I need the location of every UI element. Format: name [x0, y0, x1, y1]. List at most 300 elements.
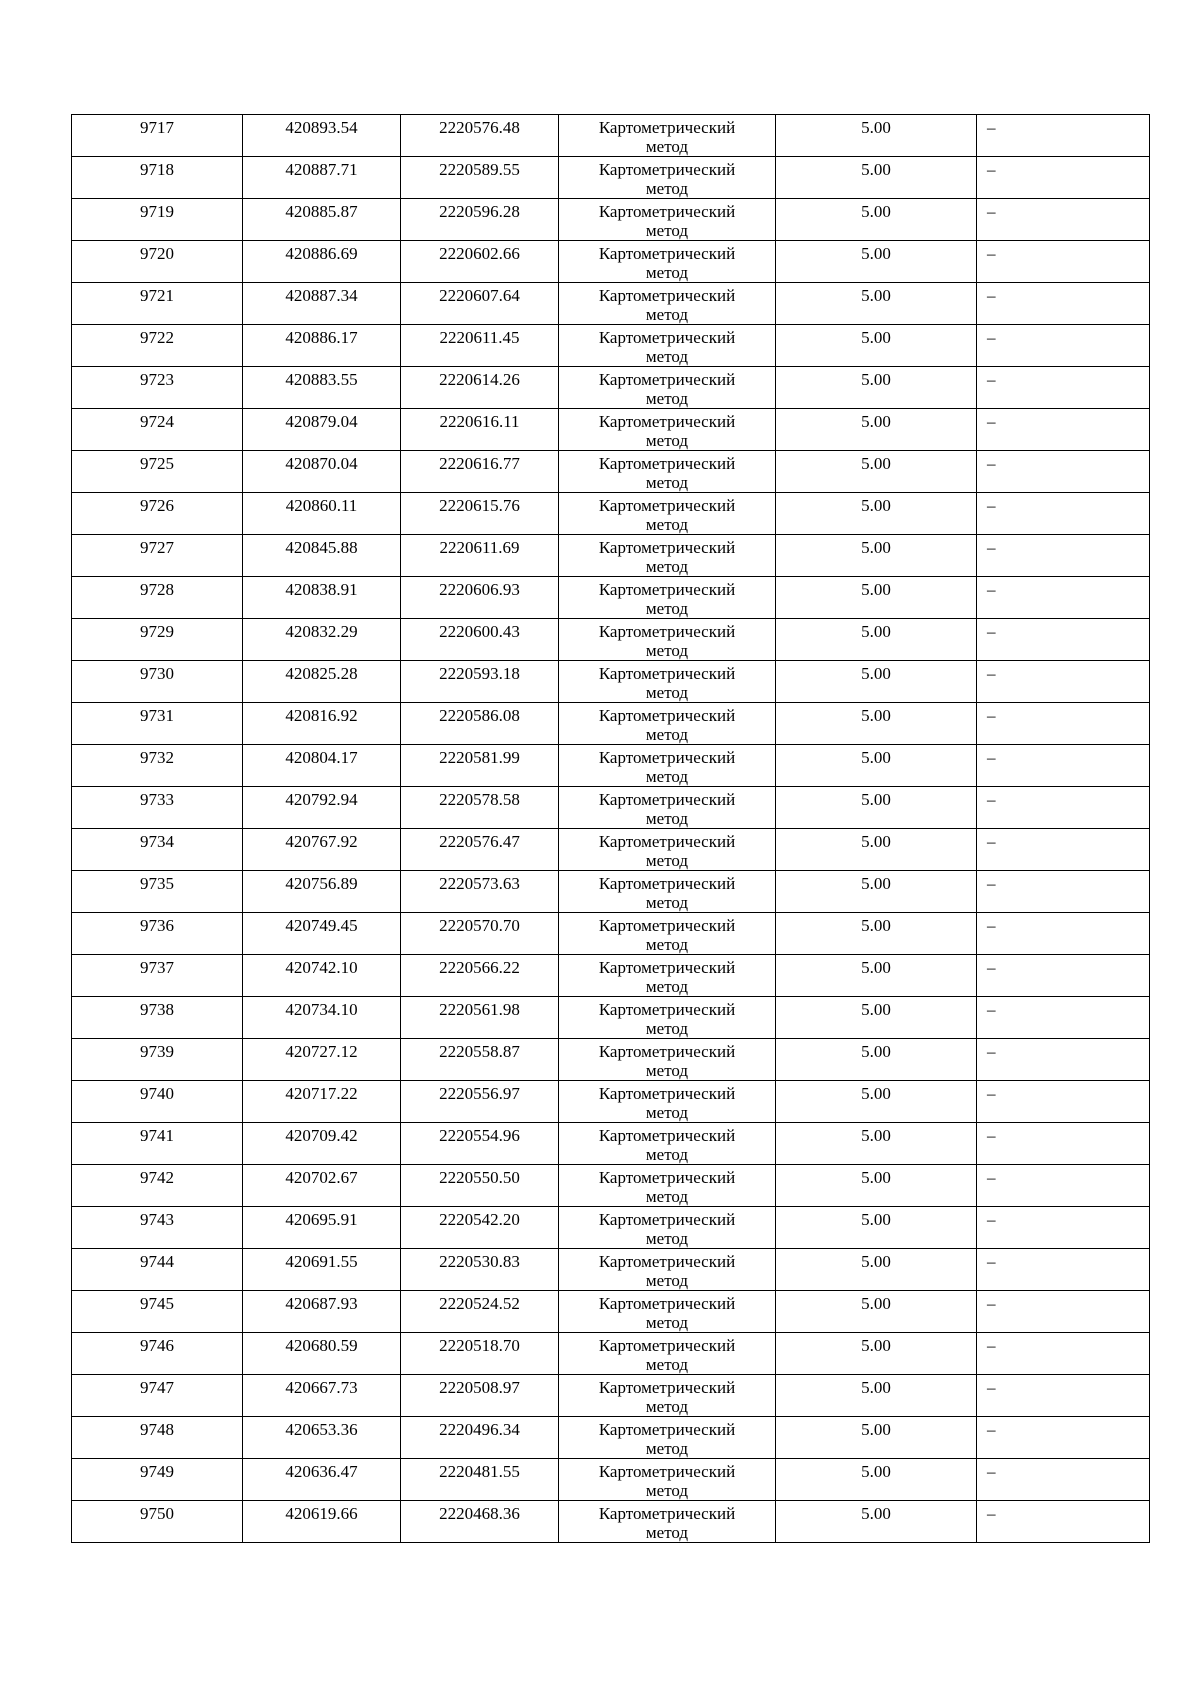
table-row [72, 1249, 1150, 1291]
point-number-text: 9746 [140, 1336, 174, 1355]
method-line-2: метод [645, 347, 689, 366]
x-coordinate-text: 420702.67 [285, 1168, 358, 1187]
method-line-1: Картометрический [598, 874, 736, 893]
table-row [72, 1333, 1150, 1375]
accuracy-text: 5.00 [861, 328, 891, 347]
x-coordinate-cell [243, 1249, 401, 1291]
method-line-2: метод [645, 1145, 689, 1164]
method-cell [559, 535, 776, 577]
y-coordinate-cell [401, 157, 559, 199]
accuracy-cell [776, 367, 977, 409]
method-line-1: Картометрический [598, 1084, 736, 1103]
point-number-text: 9729 [140, 622, 174, 641]
x-coordinate-text: 420653.36 [285, 1420, 358, 1439]
table-row [72, 913, 1150, 955]
table-row [72, 1123, 1150, 1165]
note-cell [977, 1039, 1150, 1081]
accuracy-text: 5.00 [861, 1462, 891, 1481]
method-line-2: метод [645, 1103, 689, 1122]
x-coordinate-text: 420695.91 [285, 1210, 358, 1229]
point-number-text: 9723 [140, 370, 174, 389]
point-number-cell [72, 829, 243, 871]
x-coordinate-text: 420886.69 [285, 244, 358, 263]
accuracy-text: 5.00 [861, 916, 891, 935]
y-coordinate-cell [401, 829, 559, 871]
table-row [72, 1291, 1150, 1333]
accuracy-cell [776, 241, 977, 283]
method-cell [559, 241, 776, 283]
method-text [559, 1459, 775, 1500]
table-row [72, 1207, 1150, 1249]
x-coordinate-text: 420838.91 [285, 580, 358, 599]
note-text: – [987, 286, 996, 305]
note-text: – [987, 496, 996, 515]
accuracy-text: 5.00 [861, 1210, 891, 1229]
method-line-2: метод [645, 1187, 689, 1206]
y-coordinate-cell [401, 745, 559, 787]
y-coordinate-cell [401, 283, 559, 325]
accuracy-text: 5.00 [861, 1420, 891, 1439]
method-line-1: Картометрический [598, 1336, 736, 1355]
point-number-text: 9733 [140, 790, 174, 809]
y-coordinate-text: 2220578.58 [439, 790, 520, 809]
point-number-text: 9724 [140, 412, 174, 431]
x-coordinate-text: 420709.42 [285, 1126, 358, 1145]
note-text: – [987, 1210, 996, 1229]
table-row [72, 325, 1150, 367]
y-coordinate-text: 2220554.96 [439, 1126, 520, 1145]
y-coordinate-text: 2220550.50 [439, 1168, 520, 1187]
table-row [72, 745, 1150, 787]
y-coordinate-cell [401, 115, 559, 157]
x-coordinate-cell [243, 661, 401, 703]
method-cell [559, 745, 776, 787]
method-cell [559, 115, 776, 157]
method-text [559, 493, 775, 534]
note-text: – [987, 1084, 996, 1103]
point-number-text: 9738 [140, 1000, 174, 1019]
method-line-2: метод [645, 1355, 689, 1374]
method-line-2: метод [645, 1523, 689, 1542]
x-coordinate-text: 420742.10 [285, 958, 358, 977]
y-coordinate-cell [401, 1039, 559, 1081]
accuracy-text: 5.00 [861, 118, 891, 137]
accuracy-cell [776, 619, 977, 661]
note-cell [977, 913, 1150, 955]
x-coordinate-cell [243, 1123, 401, 1165]
y-coordinate-cell [401, 1501, 559, 1543]
method-line-1: Картометрический [598, 1462, 736, 1481]
accuracy-cell [776, 787, 977, 829]
method-cell [559, 1207, 776, 1249]
note-cell [977, 1123, 1150, 1165]
accuracy-cell [776, 913, 977, 955]
x-coordinate-cell [243, 241, 401, 283]
x-coordinate-text: 420636.47 [285, 1462, 358, 1481]
y-coordinate-cell [401, 451, 559, 493]
method-line-2: метод [645, 179, 689, 198]
point-number-cell [72, 409, 243, 451]
note-cell [977, 997, 1150, 1039]
y-coordinate-text: 2220576.48 [439, 118, 520, 137]
point-number-cell [72, 787, 243, 829]
method-text [559, 535, 775, 576]
method-cell [559, 1165, 776, 1207]
y-coordinate-text: 2220616.11 [439, 412, 520, 431]
method-text [559, 1501, 775, 1542]
note-cell [977, 325, 1150, 367]
point-number-text: 9750 [140, 1504, 174, 1523]
table-row [72, 283, 1150, 325]
accuracy-text: 5.00 [861, 1126, 891, 1145]
note-text: – [987, 1252, 996, 1271]
point-number-text: 9747 [140, 1378, 174, 1397]
point-number-text: 9718 [140, 160, 174, 179]
point-number-text: 9739 [140, 1042, 174, 1061]
method-cell [559, 661, 776, 703]
accuracy-text: 5.00 [861, 454, 891, 473]
method-cell [559, 1417, 776, 1459]
x-coordinate-text: 420804.17 [285, 748, 358, 767]
note-cell [977, 283, 1150, 325]
note-cell [977, 1459, 1150, 1501]
y-coordinate-cell [401, 577, 559, 619]
method-cell [559, 409, 776, 451]
note-text: – [987, 160, 996, 179]
method-line-2: метод [645, 1061, 689, 1080]
method-line-2: метод [645, 599, 689, 618]
note-text: – [987, 412, 996, 431]
method-text [559, 1417, 775, 1458]
note-text: – [987, 1000, 996, 1019]
method-line-2: метод [645, 1313, 689, 1332]
point-number-text: 9728 [140, 580, 174, 599]
method-line-1: Картометрический [598, 748, 736, 767]
method-cell [559, 703, 776, 745]
y-coordinate-text: 2220524.52 [439, 1294, 520, 1313]
y-coordinate-text: 2220558.87 [439, 1042, 520, 1061]
point-number-cell [72, 1375, 243, 1417]
note-text: – [987, 118, 996, 137]
accuracy-cell [776, 1123, 977, 1165]
table-row [72, 661, 1150, 703]
y-coordinate-cell [401, 325, 559, 367]
y-coordinate-text: 2220561.98 [439, 1000, 520, 1019]
note-text: – [987, 1126, 996, 1145]
method-line-1: Картометрический [598, 1252, 736, 1271]
y-coordinate-cell [401, 787, 559, 829]
table-row [72, 1039, 1150, 1081]
y-coordinate-text: 2220607.64 [439, 286, 520, 305]
method-line-2: метод [645, 431, 689, 450]
method-line-1: Картометрический [598, 454, 736, 473]
note-text: – [987, 916, 996, 935]
x-coordinate-cell [243, 283, 401, 325]
point-number-text: 9734 [140, 832, 174, 851]
x-coordinate-cell [243, 409, 401, 451]
y-coordinate-cell [401, 997, 559, 1039]
point-number-cell [72, 1501, 243, 1543]
x-coordinate-cell [243, 367, 401, 409]
x-coordinate-cell [243, 787, 401, 829]
accuracy-cell [776, 1039, 977, 1081]
method-line-2: метод [645, 893, 689, 912]
accuracy-cell [776, 829, 977, 871]
table-row [72, 1375, 1150, 1417]
x-coordinate-text: 420619.66 [285, 1504, 358, 1523]
method-text [559, 871, 775, 912]
point-number-text: 9730 [140, 664, 174, 683]
accuracy-cell [776, 283, 977, 325]
y-coordinate-cell [401, 493, 559, 535]
method-line-2: метод [645, 1397, 689, 1416]
y-coordinate-cell [401, 1081, 559, 1123]
method-cell [559, 1039, 776, 1081]
method-text [559, 787, 775, 828]
accuracy-text: 5.00 [861, 244, 891, 263]
method-line-1: Картометрический [598, 1294, 736, 1313]
accuracy-cell [776, 997, 977, 1039]
table-row [72, 115, 1150, 157]
method-cell [559, 1501, 776, 1543]
table-row [72, 997, 1150, 1039]
note-cell [977, 241, 1150, 283]
y-coordinate-text: 2220542.20 [439, 1210, 520, 1229]
table-row [72, 241, 1150, 283]
accuracy-cell [776, 1501, 977, 1543]
method-line-2: метод [645, 137, 689, 156]
table-row [72, 1081, 1150, 1123]
accuracy-text: 5.00 [861, 496, 891, 515]
method-line-1: Картометрический [598, 664, 736, 683]
y-coordinate-cell [401, 199, 559, 241]
y-coordinate-text: 2220518.70 [439, 1336, 520, 1355]
note-cell [977, 157, 1150, 199]
table-row [72, 493, 1150, 535]
method-cell [559, 1375, 776, 1417]
point-number-text: 9744 [140, 1252, 174, 1271]
note-cell [977, 577, 1150, 619]
method-line-2: метод [645, 977, 689, 996]
method-cell [559, 283, 776, 325]
y-coordinate-text: 2220593.18 [439, 664, 520, 683]
note-cell [977, 1249, 1150, 1291]
method-line-2: метод [645, 725, 689, 744]
y-coordinate-text: 2220615.76 [439, 496, 520, 515]
method-cell [559, 367, 776, 409]
accuracy-cell [776, 199, 977, 241]
x-coordinate-text: 420767.92 [285, 832, 358, 851]
method-line-1: Картометрический [598, 412, 736, 431]
method-cell [559, 619, 776, 661]
x-coordinate-text: 420816.92 [285, 706, 358, 725]
accuracy-cell [776, 1249, 977, 1291]
method-line-2: метод [645, 515, 689, 534]
table-row [72, 157, 1150, 199]
x-coordinate-text: 420860.11 [285, 496, 358, 515]
x-coordinate-cell [243, 1459, 401, 1501]
x-coordinate-text: 420825.28 [285, 664, 358, 683]
note-text: – [987, 244, 996, 263]
accuracy-cell [776, 325, 977, 367]
y-coordinate-text: 2220496.34 [439, 1420, 520, 1439]
accuracy-text: 5.00 [861, 1042, 891, 1061]
point-number-text: 9721 [140, 286, 174, 305]
method-line-1: Картометрический [598, 1000, 736, 1019]
accuracy-text: 5.00 [861, 706, 891, 725]
note-text: – [987, 874, 996, 893]
method-line-1: Картометрический [598, 832, 736, 851]
method-text [559, 619, 775, 660]
note-text: – [987, 1042, 996, 1061]
method-text [559, 703, 775, 744]
note-text: – [987, 832, 996, 851]
x-coordinate-text: 420845.88 [285, 538, 358, 557]
method-line-1: Картометрический [598, 622, 736, 641]
accuracy-cell [776, 115, 977, 157]
table-row [72, 871, 1150, 913]
accuracy-cell [776, 703, 977, 745]
note-cell [977, 1375, 1150, 1417]
point-number-cell [72, 115, 243, 157]
method-line-1: Картометрический [598, 1504, 736, 1523]
note-text: – [987, 202, 996, 221]
method-cell [559, 997, 776, 1039]
method-line-2: метод [645, 1271, 689, 1290]
note-text: – [987, 1420, 996, 1439]
point-number-cell [72, 157, 243, 199]
point-number-text: 9725 [140, 454, 174, 473]
accuracy-cell [776, 535, 977, 577]
method-text [559, 1081, 775, 1122]
point-number-cell [72, 535, 243, 577]
x-coordinate-text: 420667.73 [285, 1378, 358, 1397]
accuracy-text: 5.00 [861, 412, 891, 431]
x-coordinate-text: 420691.55 [285, 1252, 358, 1271]
method-line-2: метод [645, 935, 689, 954]
x-coordinate-cell [243, 577, 401, 619]
x-coordinate-cell [243, 157, 401, 199]
method-text [559, 1333, 775, 1374]
method-line-1: Картометрический [598, 244, 736, 263]
method-line-2: метод [645, 557, 689, 576]
y-coordinate-cell [401, 871, 559, 913]
method-cell [559, 913, 776, 955]
note-text: – [987, 1294, 996, 1313]
note-text: – [987, 748, 996, 767]
y-coordinate-cell [401, 703, 559, 745]
note-cell [977, 367, 1150, 409]
x-coordinate-cell [243, 997, 401, 1039]
note-cell [977, 1417, 1150, 1459]
accuracy-text: 5.00 [861, 958, 891, 977]
note-text: – [987, 580, 996, 599]
point-number-text: 9720 [140, 244, 174, 263]
method-text [559, 1249, 775, 1290]
method-text [559, 367, 775, 408]
y-coordinate-text: 2220576.47 [439, 832, 520, 851]
y-coordinate-text: 2220600.43 [439, 622, 520, 641]
method-line-1: Картометрический [598, 538, 736, 557]
accuracy-cell [776, 1375, 977, 1417]
y-coordinate-text: 2220481.55 [439, 1462, 520, 1481]
accuracy-cell [776, 493, 977, 535]
accuracy-cell [776, 1291, 977, 1333]
point-number-cell [72, 1249, 243, 1291]
note-text: – [987, 1504, 996, 1523]
x-coordinate-cell [243, 829, 401, 871]
method-line-2: метод [645, 305, 689, 324]
accuracy-text: 5.00 [861, 1168, 891, 1187]
note-cell [977, 661, 1150, 703]
method-line-2: метод [645, 263, 689, 282]
table-row [72, 619, 1150, 661]
point-number-text: 9731 [140, 706, 174, 725]
accuracy-text: 5.00 [861, 1336, 891, 1355]
point-number-text: 9722 [140, 328, 174, 347]
table-row [72, 199, 1150, 241]
point-number-text: 9742 [140, 1168, 174, 1187]
note-cell [977, 199, 1150, 241]
y-coordinate-cell [401, 1375, 559, 1417]
method-text [559, 1123, 775, 1164]
method-cell [559, 787, 776, 829]
table-row [72, 703, 1150, 745]
note-text: – [987, 538, 996, 557]
method-text [559, 1291, 775, 1332]
point-number-text: 9735 [140, 874, 174, 893]
x-coordinate-cell [243, 703, 401, 745]
method-line-1: Картометрический [598, 160, 736, 179]
x-coordinate-cell [243, 1207, 401, 1249]
x-coordinate-cell [243, 1081, 401, 1123]
note-text: – [987, 622, 996, 641]
method-line-1: Картометрический [598, 1168, 736, 1187]
method-line-2: метод [645, 1229, 689, 1248]
accuracy-text: 5.00 [861, 1378, 891, 1397]
point-number-text: 9717 [140, 118, 174, 137]
method-cell [559, 1081, 776, 1123]
method-line-1: Картометрический [598, 370, 736, 389]
accuracy-cell [776, 1081, 977, 1123]
method-line-2: метод [645, 389, 689, 408]
x-coordinate-cell [243, 451, 401, 493]
accuracy-text: 5.00 [861, 622, 891, 641]
table-row [72, 367, 1150, 409]
y-coordinate-text: 2220611.45 [439, 328, 520, 347]
point-number-cell [72, 1039, 243, 1081]
point-number-cell [72, 493, 243, 535]
note-text: – [987, 1168, 996, 1187]
y-coordinate-cell [401, 367, 559, 409]
point-number-cell [72, 1123, 243, 1165]
method-cell [559, 1333, 776, 1375]
note-cell [977, 619, 1150, 661]
table-row [72, 829, 1150, 871]
table-row [72, 409, 1150, 451]
method-text [559, 745, 775, 786]
point-number-text: 9736 [140, 916, 174, 935]
accuracy-text: 5.00 [861, 580, 891, 599]
y-coordinate-text: 2220573.63 [439, 874, 520, 893]
x-coordinate-text: 420717.22 [285, 1084, 358, 1103]
table-row [72, 1501, 1150, 1543]
accuracy-text: 5.00 [861, 286, 891, 305]
y-coordinate-text: 2220616.77 [439, 454, 520, 473]
accuracy-cell [776, 451, 977, 493]
method-text [559, 913, 775, 954]
accuracy-text: 5.00 [861, 832, 891, 851]
